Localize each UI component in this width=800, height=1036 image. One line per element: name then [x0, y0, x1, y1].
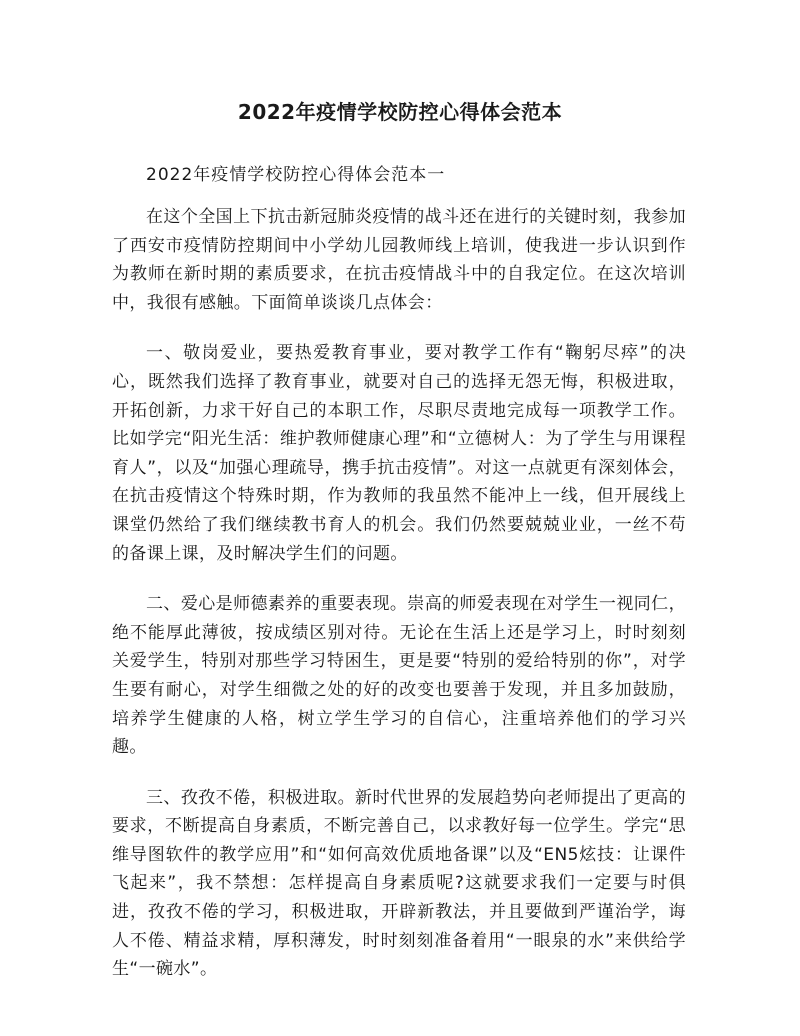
document-title: 2022年疫情学校防控心得体会范本	[237, 100, 563, 124]
paragraph-point-1: 一、敬岗爱业，要热爱教育事业，要对教学工作有“鞠躬尽瘁”的决心，既然我们选择了教育事业，就要对自己的选择无怨无悔，积极进取，开拓创新，力求干好自己的本职工作，尽职尽责地完成每一项教学工作。比如学完“阳光生活：维护教师健康心理”和“立德树人：为了学生与用课程育人”，以及“加强心理疏导，携手抗击疫情”。对这一点就更有深刻体会，在抗击疫情这个特殊时期，作为教师的我虽然不能冲上一线，但开展线上课堂仍然给了我们继续教书育人的机会。我们仍然要兢兢业业，一丝不苟的备课上课，及时解决学生们的问题。	[112, 343, 686, 564]
document-subtitle: 2022年疫情学校防控心得体会范本一	[146, 165, 446, 185]
paragraph-point-3: 三、孜孜不倦，积极进取。新时代世界的发展趋势向老师提出了更高的要求，不断提高自身素质，不断完善自己，以求教好每一位学生。学完“思维导图软件的教学应用”和“如何高效优质地备课”以及“EN5炫技：让课件飞起来”，我不禁想：怎样提高自身素质呢?这就要求我们一定要与时俱进，孜孜不倦的学习，积极进取，开辟新教法，并且要做到严谨治学，诲人不倦、精益求精，厚积薄发，时时刻刻准备着用“一眼泉的水”来供给学生“一碗水”。	[112, 787, 686, 980]
document-body	[112, 203, 686, 1006]
paragraph-intro: 在这个全国上下抗击新冠肺炎疫情的战斗还在进行的关键时刻，我参加了西安市疫情防控期间中小学幼儿园教师线上培训，使我进一步认识到作为教师在新时期的素质要求，在抗击疫情战斗中的自我定位。在这次培训中，我很有感触。下面简单谈谈几点体会：	[112, 207, 686, 313]
paragraph-point-2: 二、爱心是师德素养的重要表现。崇高的师爱表现在对学生一视同仁，绝不能厚此薄彼，按成绩区别对待。无论在生活上还是学习上，时时刻刻关爱学生，特别对那些学习特困生，更是要“特别的爱给特别的你”，对学生要有耐心，对学生细微之处的好的改变也要善于发现，并且多加鼓励，培养学生健康的人格，树立学生学习的自信心，注重培养他们的学习兴趣。	[112, 594, 686, 758]
